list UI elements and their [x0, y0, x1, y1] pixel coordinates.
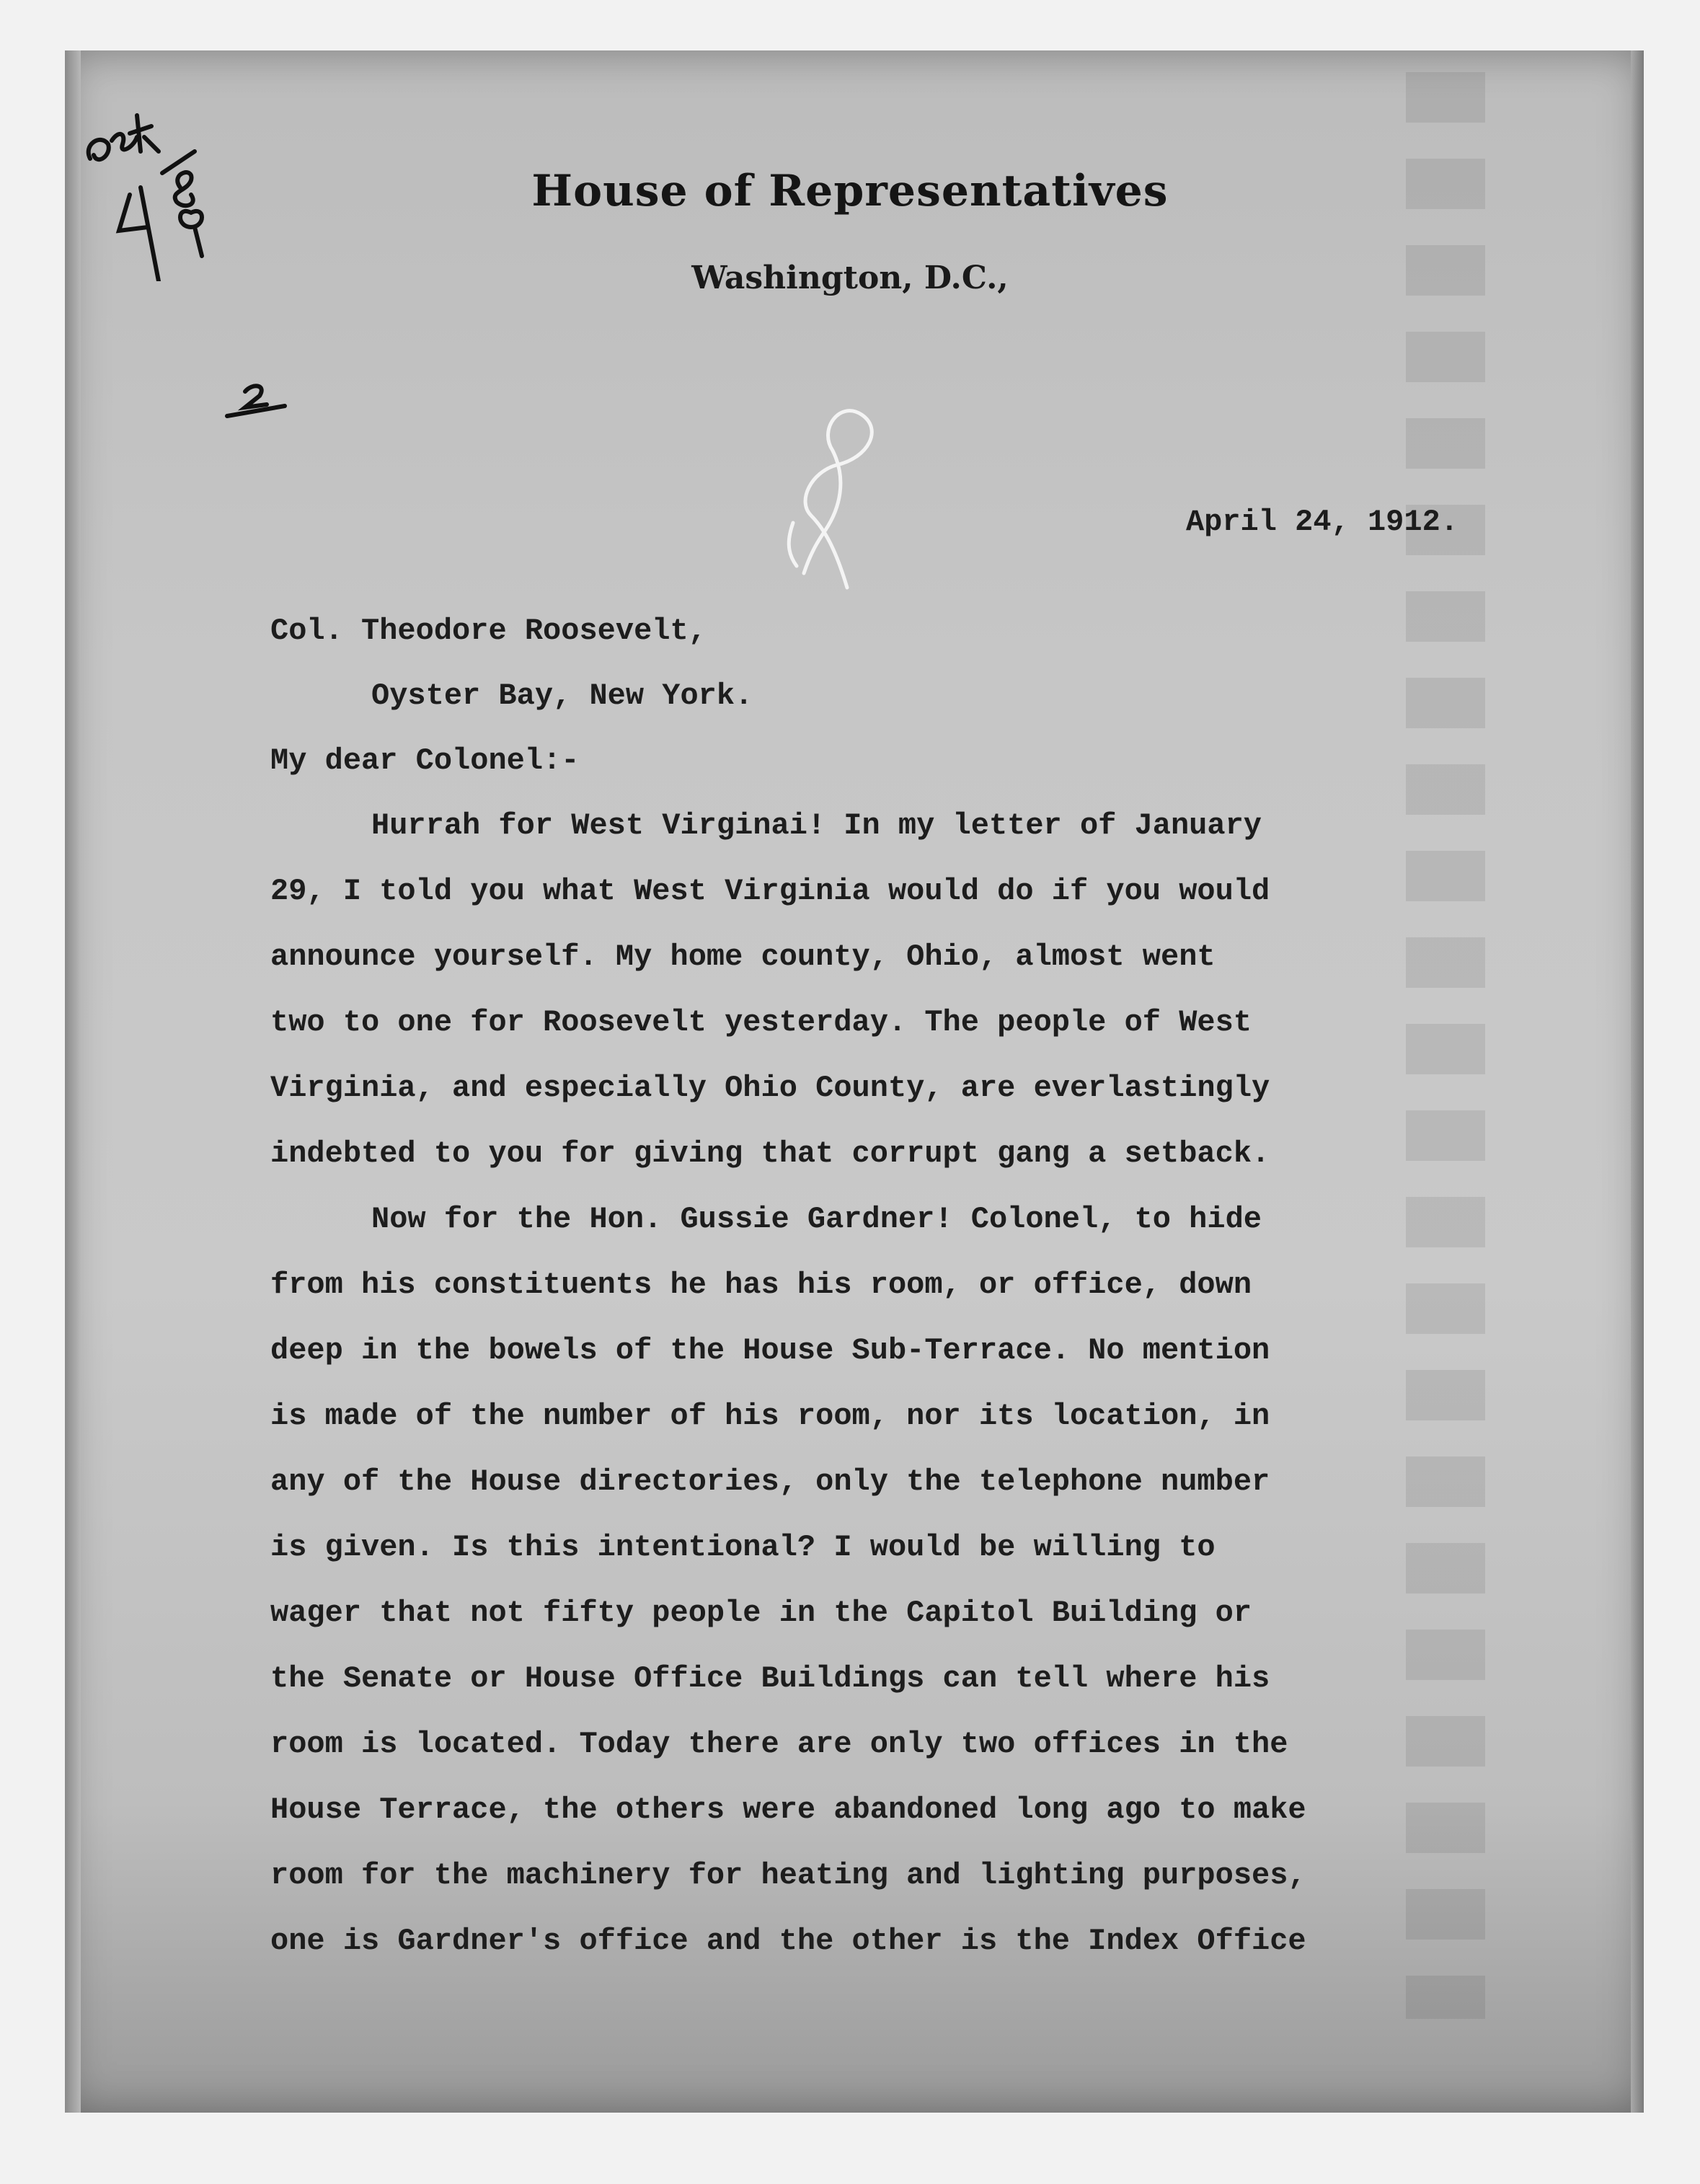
body-line: announce yourself. My home county, Ohio, almost went: [270, 940, 1216, 974]
body-line: any of the House directories, only the telephone number: [270, 1464, 1270, 1499]
body-line: room for the machinery for heating and lighting purposes,: [270, 1858, 1306, 1893]
letter-body: [270, 793, 1438, 1974]
body-line: deep in the bowels of the House Sub-Terrace. No mention: [270, 1333, 1270, 1368]
body-line: indebted to you for giving that corrupt gang a setback.: [270, 1136, 1270, 1171]
body-line: the Senate or House Office Buildings can tell where his: [270, 1661, 1270, 1696]
letterhead-place: Washington, D.C.,: [691, 260, 1009, 296]
body-line: Hurrah for West Virginai! In my letter of January: [371, 808, 1262, 843]
body-line: two to one for Roosevelt yesterday. The people of West: [270, 1005, 1252, 1040]
body-line: 29, I told you what West Virginia would do if you would: [270, 874, 1270, 908]
recipient-address: Oyster Bay, New York.: [371, 678, 753, 713]
body-line: Virginia, and especially Ohio County, are everlastingly: [270, 1071, 1270, 1105]
body-line: is given. Is this intentional? I would be willing to: [270, 1530, 1216, 1565]
body-line: from his constituents he has his room, or office, down: [270, 1268, 1252, 1302]
letterhead-title: House of Representatives: [531, 166, 1169, 216]
body-line: room is located. Today there are only two offices in the: [270, 1727, 1288, 1761]
white-ink-loop: [768, 386, 890, 595]
salutation: My dear Colonel:-: [270, 743, 580, 778]
letter-date: April 24, 1912.: [1185, 505, 1458, 539]
sheet-right-edge: [1631, 50, 1644, 2113]
body-line: House Terrace, the others were abandoned long ago to make: [270, 1792, 1306, 1827]
recipient-name: Col. Theodore Roosevelt,: [270, 614, 707, 648]
sheet-left-edge: [65, 50, 81, 2113]
body-line: one is Gardner's office and the other is the Index Office: [270, 1924, 1306, 1958]
body-line: Now for the Hon. Gussie Gardner! Colonel, to hide: [371, 1202, 1262, 1237]
body-line: wager that not fifty people in the Capitol Building or: [270, 1596, 1252, 1630]
body-line: is made of the number of his room, nor its location, in: [270, 1399, 1270, 1433]
handwritten-page-mark: [223, 379, 288, 422]
